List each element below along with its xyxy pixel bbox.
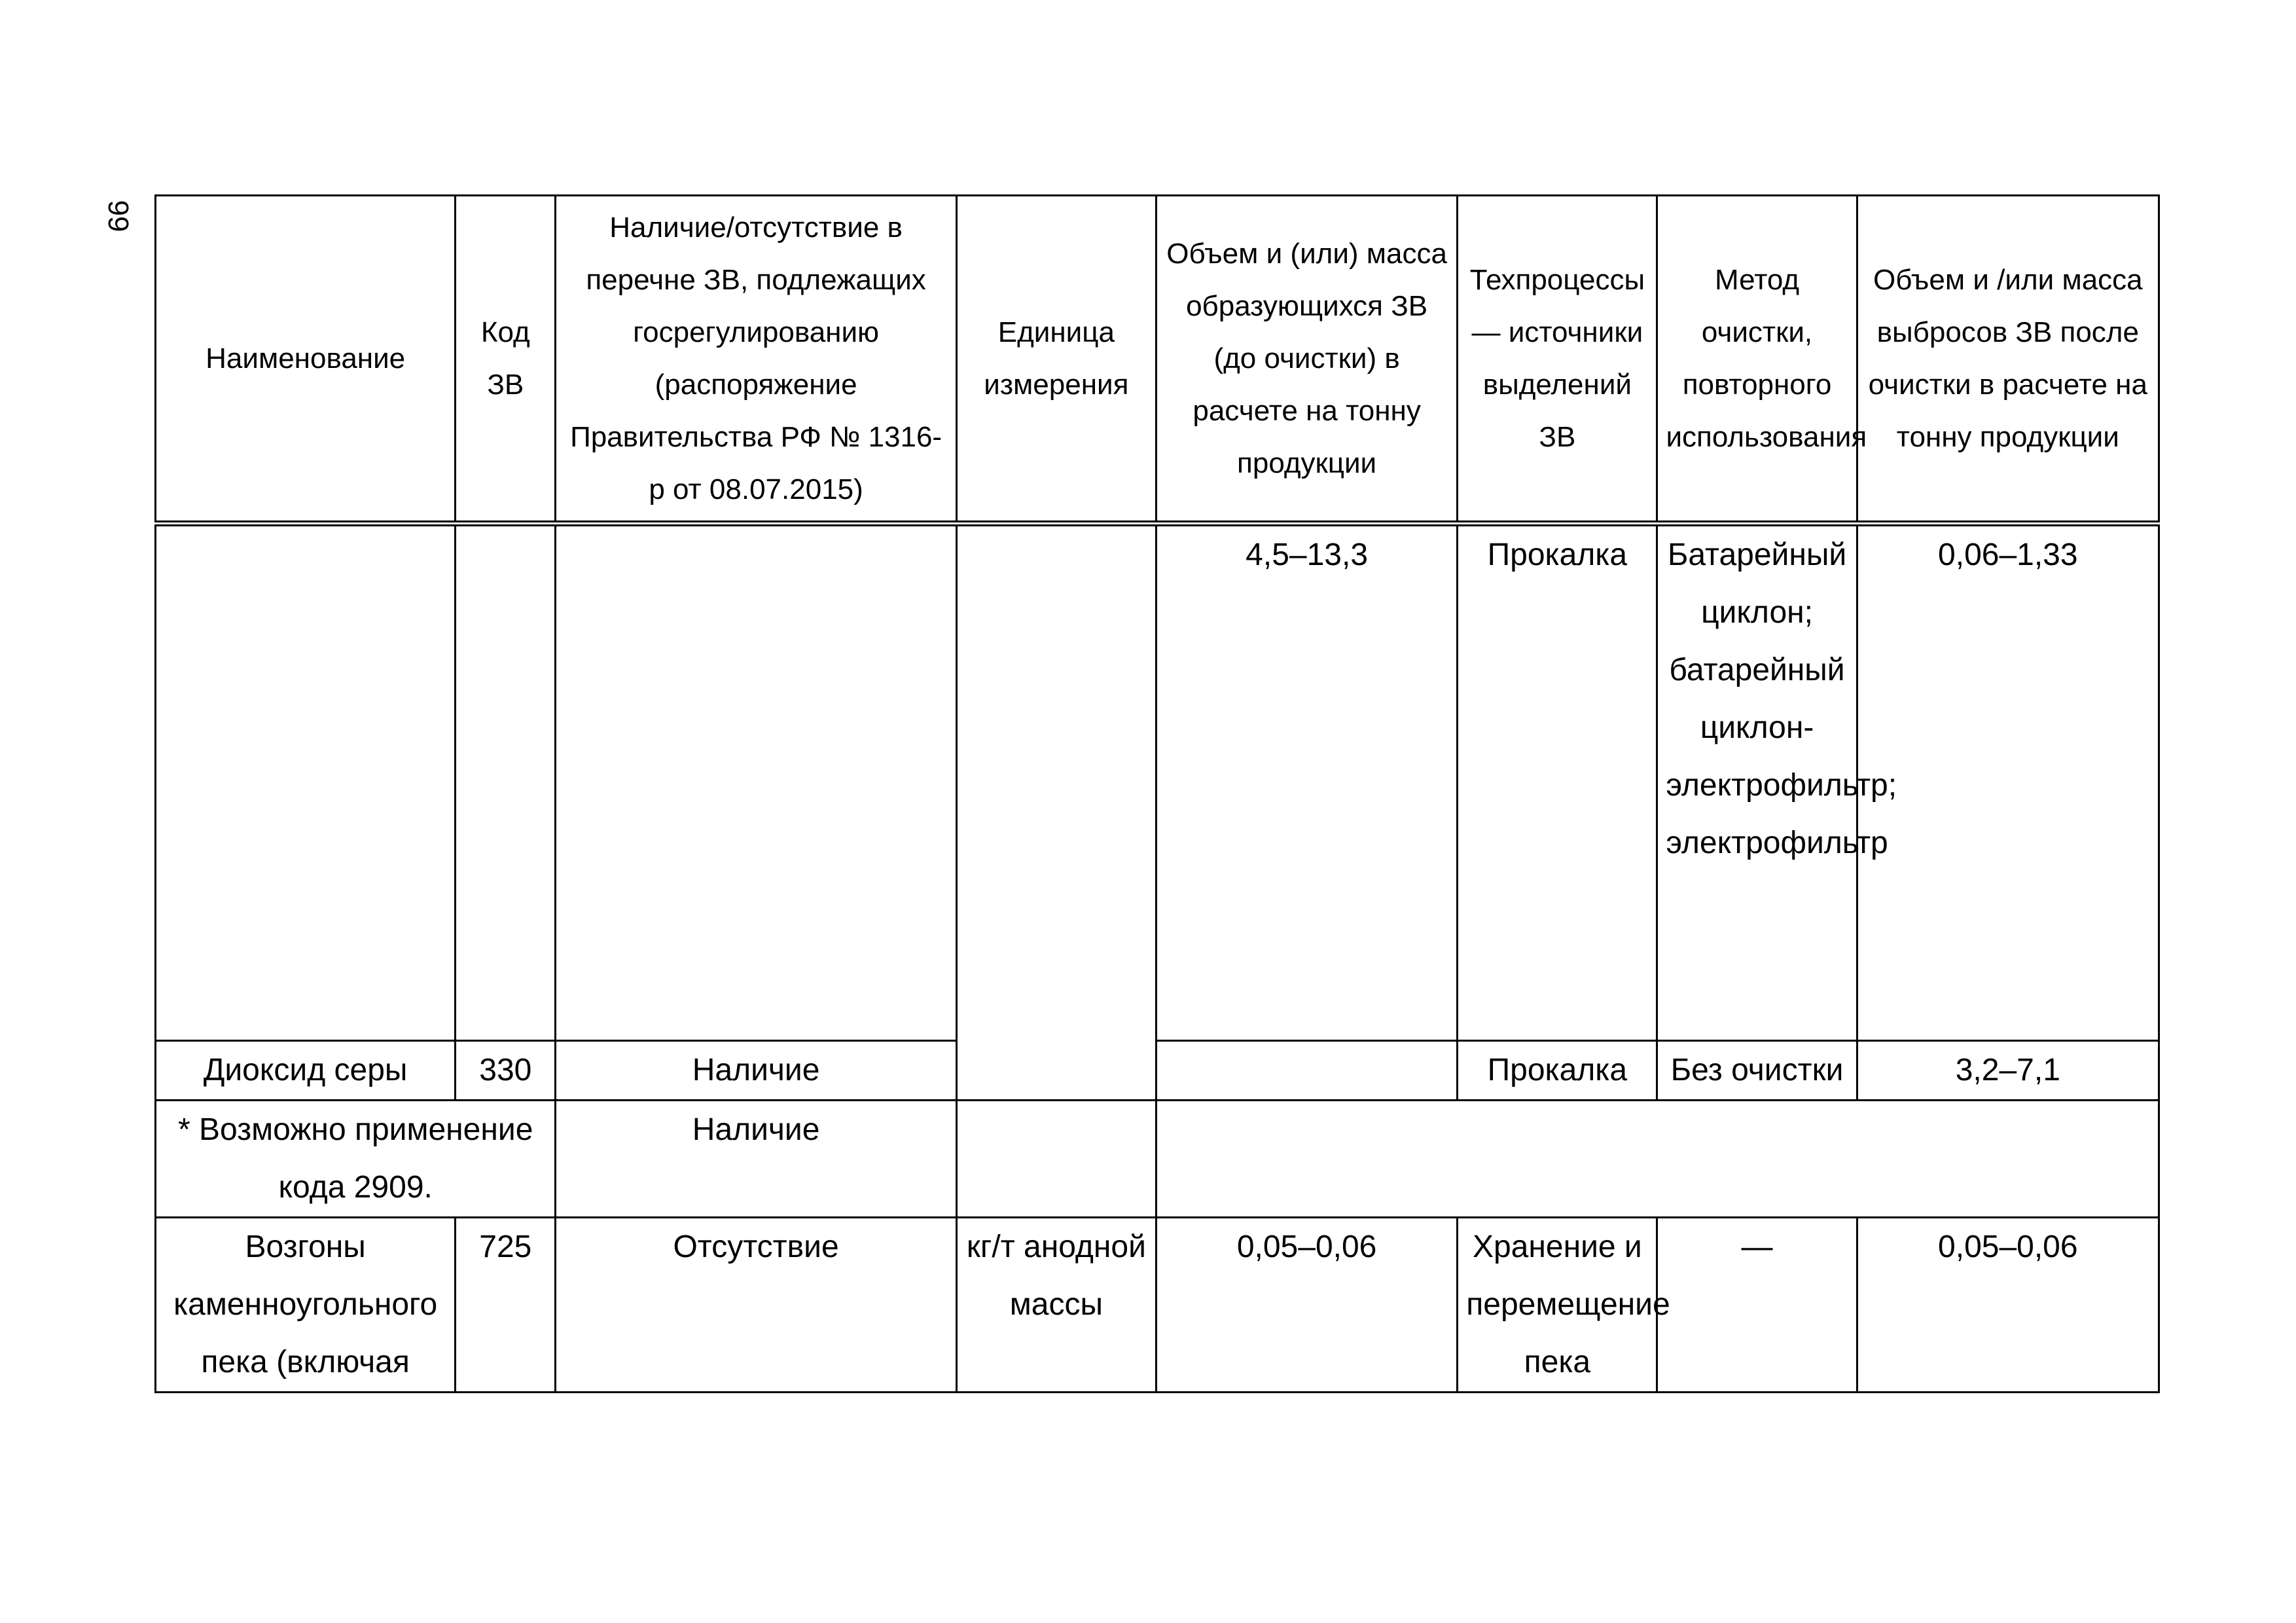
cell-presence: Отсутствие xyxy=(556,1218,956,1393)
cell-volume-before: 0,05–0,06 xyxy=(1156,1218,1457,1393)
table-row xyxy=(156,1218,2159,1393)
cell-volume-after: 0,06–1,33 xyxy=(1857,524,2159,1041)
header-volume-before: Объем и (или) масса образующихся ЗВ (до очистки) в расчете на тонну продукции xyxy=(1156,196,1457,524)
table-row xyxy=(156,524,2159,1041)
cell-unit xyxy=(956,524,1156,1101)
cell-name xyxy=(156,524,456,1041)
cell-unit xyxy=(956,1101,1156,1218)
cell-code xyxy=(456,524,556,1041)
cell-volume-before xyxy=(1156,1041,1457,1101)
cell-code: 725 xyxy=(456,1218,556,1393)
cell-unit: кг/т анодной массы xyxy=(956,1218,1156,1393)
cell-empty-span xyxy=(1156,1101,2159,1218)
cell-method: Батарейный циклон; батарейный циклон-электрофильтр; электрофильтр xyxy=(1657,524,1857,1041)
cell-process: Хранение и перемещение пека xyxy=(1458,1218,1657,1393)
cell-presence: Наличие xyxy=(556,1101,956,1218)
header-method: Метод очистки, повторного использования xyxy=(1657,196,1857,524)
cell-process: Прокалка xyxy=(1458,1041,1657,1101)
header-volume-after: Объем и /или масса выбросов ЗВ после очистки в расчете на тонну продукции xyxy=(1857,196,2159,524)
header-presence: Наличие/отсутствие в перечне ЗВ, подлежащих госрегулированию (распоряжение Правительства РФ № 1316-р от 08.07.2015) xyxy=(556,196,956,524)
cell-name: Диоксид серы xyxy=(156,1041,456,1101)
table-row xyxy=(156,1101,2159,1218)
cell-volume-before: 4,5–13,3 xyxy=(1156,524,1457,1041)
cell-note: * Возможно применение кода 2909. xyxy=(156,1101,556,1218)
cell-volume-after: 3,2–7,1 xyxy=(1857,1041,2159,1101)
table-header-row xyxy=(156,196,2159,524)
header-unit: Единица измерения xyxy=(956,196,1156,524)
cell-name: Возгоны каменноугольного пека (включая xyxy=(156,1218,456,1393)
cell-method: Без очистки xyxy=(1657,1041,1857,1101)
header-name: Наименование xyxy=(156,196,456,524)
cell-method: — xyxy=(1657,1218,1857,1393)
table-row xyxy=(156,1041,2159,1101)
page-number: 99 xyxy=(102,200,134,232)
cell-volume-after: 0,05–0,06 xyxy=(1857,1218,2159,1393)
cell-code: 330 xyxy=(456,1041,556,1101)
cell-presence xyxy=(556,524,956,1041)
header-code: Код ЗВ xyxy=(456,196,556,524)
cell-process: Прокалка xyxy=(1458,524,1657,1041)
header-process: Техпроцессы — источники выделений ЗВ xyxy=(1458,196,1657,524)
emissions-table xyxy=(154,194,2160,1393)
cell-presence: Наличие xyxy=(556,1041,956,1101)
